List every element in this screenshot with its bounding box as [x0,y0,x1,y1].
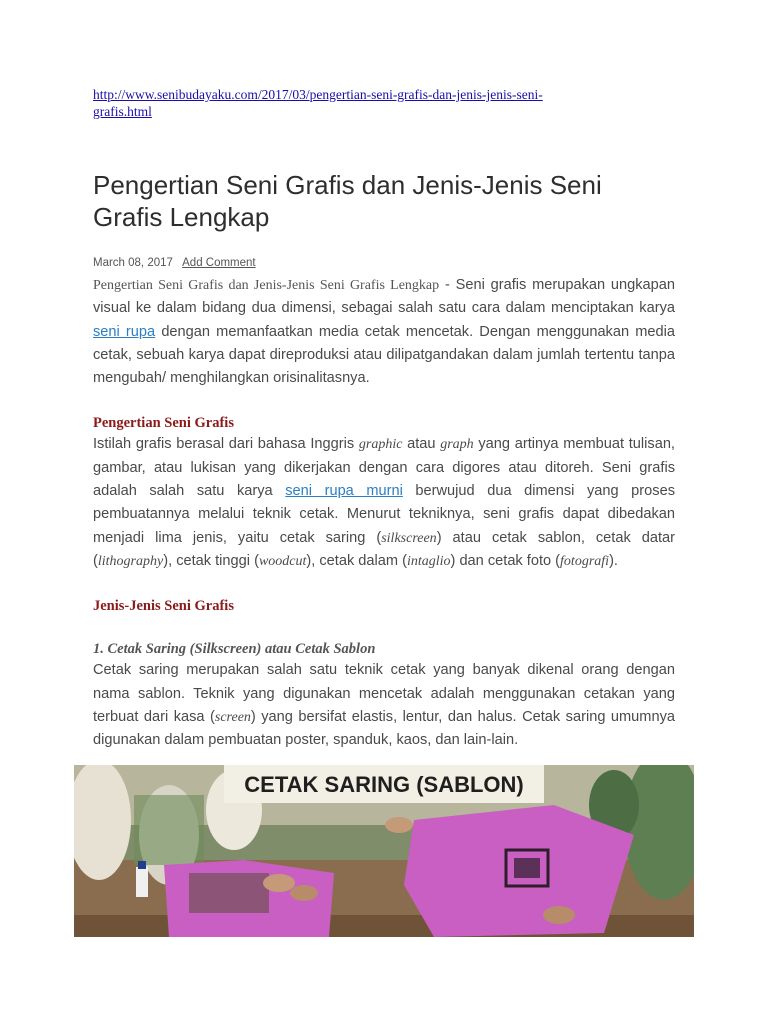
pengertian-heading: Pengertian Seni Grafis [93,415,234,432]
cetak-saring-text-1: Cetak saring merupakan salah satu teknik cetak yang banyak dikenal orang dengan nama sablon. Teknik yang digunakan mencetak adalah menggunakan cetakan yang terbuat dari kasa ( [93,662,675,725]
pengertian-text-2: atau [402,436,441,453]
post-meta [93,256,675,270]
cetak-saring-photo [74,765,694,937]
pengertian-paragraph [93,433,675,573]
pengertian-text-7: ), cetak dalam ( [306,552,407,569]
source-url-line1[interactable]: http://www.senibudayaku.com/2017/03/pengertian-seni-grafis-dan-jenis-jenis-seni- [93,87,543,102]
add-comment-link[interactable]: Add Comment [182,257,256,269]
cetak-saring-paragraph [93,659,675,752]
term-graph: graph [440,437,474,453]
term-woodcut: woodcut [258,553,307,569]
cetak-saring-photo-illustration [74,765,694,937]
pengertian-text-5: ) atau cetak sablon, cetak datar ( [93,529,676,569]
intro-text-2: dengan memanfaatkan media cetak mencetak. Dengan menggunakan media cetak, sebuah karya dapat direproduksi atau dilipatgandakan dalam jumlah tertentu tanpa mengubah/ menghilangkan orisinalitasnya. [93,323,675,387]
article-title: Pengertian Seni Grafis dan Jenis-Jenis Seni Grafis Lengkap [93,170,602,232]
jenis-heading: Jenis-Jenis Seni Grafis [93,598,234,615]
intro-paragraph [93,274,675,390]
post-date: March 08, 2017 [93,257,173,269]
pengertian-text-3: yang artinya membuat tulisan, gambar, atau lukisan yang dikerjakan dengan cara digores atau ditoreh. Seni grafis adalah salah satu karya [93,436,675,500]
term-silkscreen: silkscreen [381,530,437,546]
cetak-saring-text-2: ) yang bersifat elastis, lentur, dan halus. Cetak saring umumnya digunakan dalam pembuatan poster, spanduk, kaos, dan lain-lain. [93,708,675,749]
pengertian-text-9: ). [609,552,618,569]
term-screen: screen [214,709,251,725]
term-fotografi: fotografi [560,553,610,569]
pengertian-text-1: Istilah grafis berasal dari bahasa Inggris [93,436,359,453]
seni-rupa-murni-link[interactable]: seni rupa murni [285,483,403,500]
term-graphic: graphic [358,437,403,453]
pengertian-text-4: berwujud dua dimensi yang proses pembuatannya melalui teknik cetak. Menurut tekniknya, seni grafis dapat dibedakan menjadi lima jenis, yaitu cetak saring ( [93,483,675,546]
pengertian-text-6: ), cetak tinggi ( [163,552,259,569]
source-url-link[interactable] [93,86,675,120]
pengertian-text-8: ) dan cetak foto ( [450,552,561,569]
term-lithography: lithography [97,553,164,569]
intro-lead: Pengertian Seni Grafis dan Jenis-Jenis Seni Grafis Lengkap [93,278,440,293]
intro-text-1: - Seni grafis merupakan ungkapan visual ke dalam bidang dua dimensi, sebagai salah satu cara dalam menciptakan karya [93,277,675,317]
seni-rupa-link[interactable]: seni rupa [93,323,156,340]
cetak-saring-subheading: 1. Cetak Saring (Silkscreen) atau Cetak Sablon [93,641,376,658]
term-intaglio: intaglio [406,553,451,569]
photo-caption: CETAK SARING (SABLON) [244,772,524,797]
source-url-line2[interactable]: grafis.html [93,104,152,119]
article-page [93,86,675,752]
